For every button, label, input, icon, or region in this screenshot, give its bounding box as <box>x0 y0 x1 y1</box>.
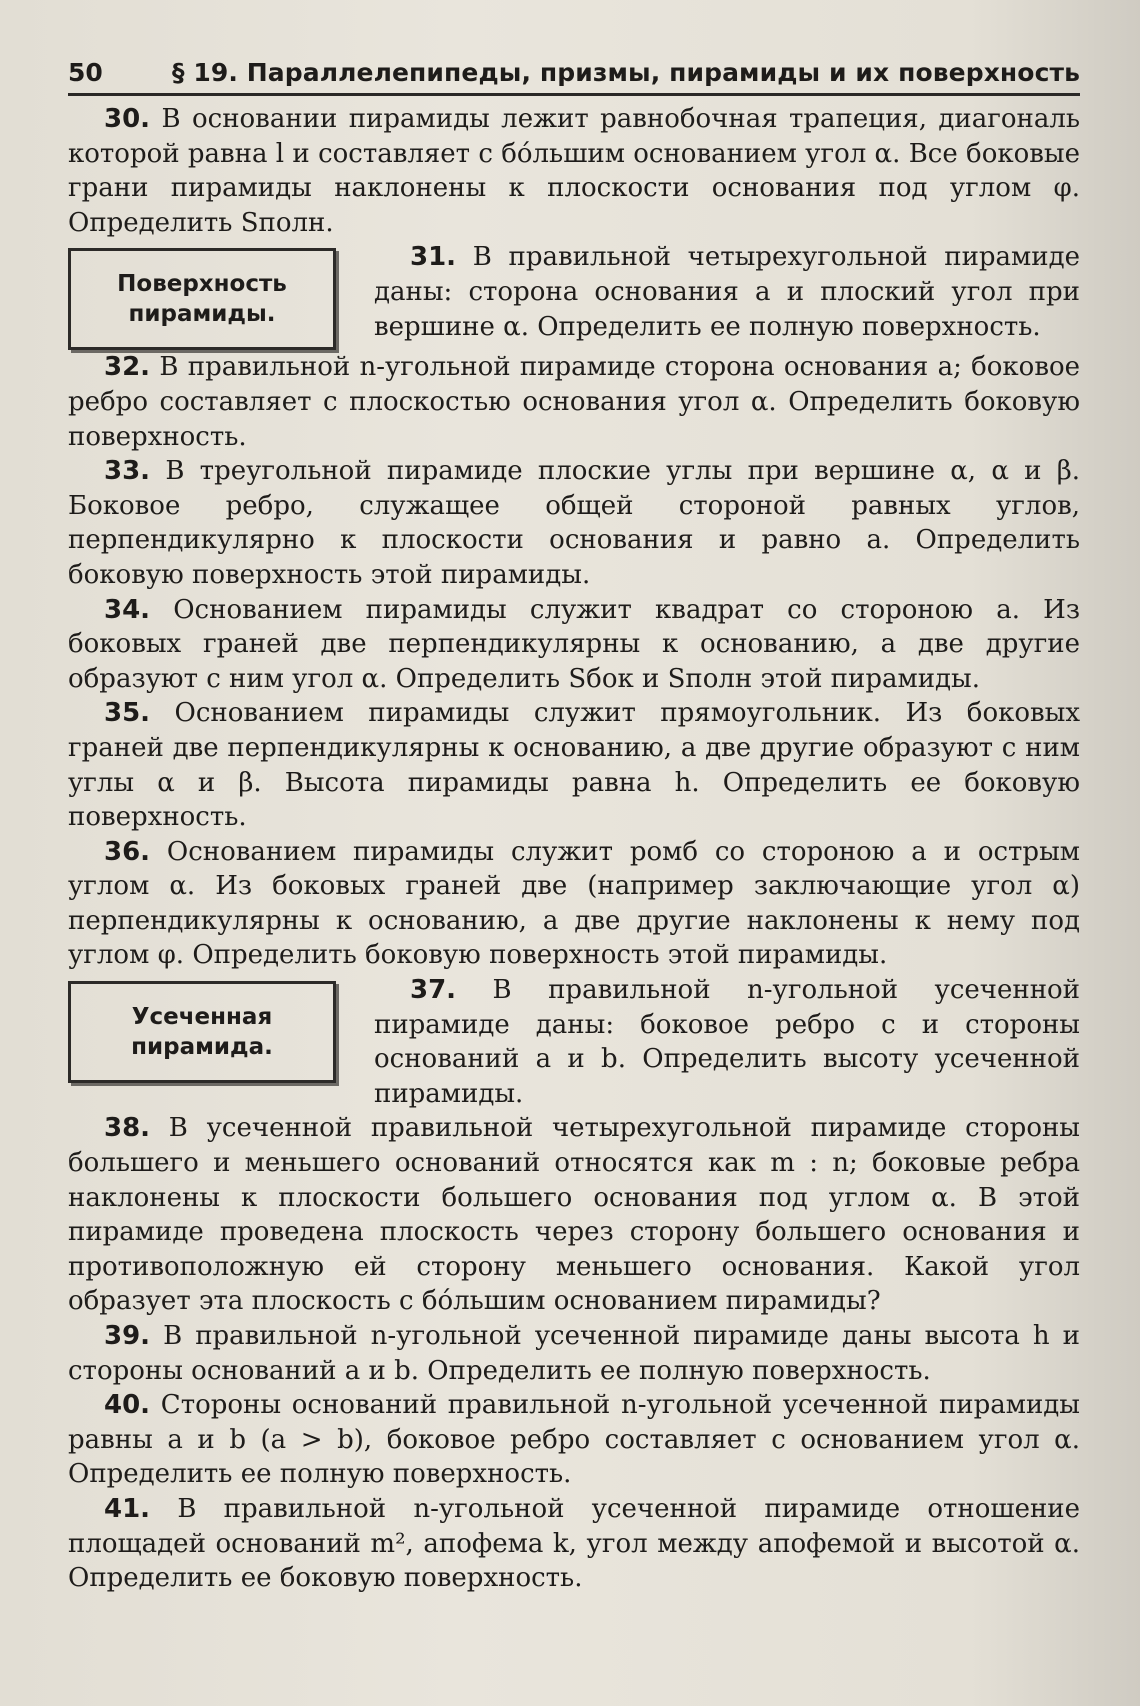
problem-number: 30. <box>104 104 151 134</box>
problem-text: Основанием пирамиды служит квадрат со стороною a. Из боковых граней две перпендикулярны к основанию, а две другие образуют с ним угол α. Определить Sбок и Sполн этой пирамиды. <box>68 594 1080 694</box>
problem-text: В правильной n-угольной усеченной пирамиде отношение площадей оснований m², апофема k, угол между апофемой и высотой α. Определить ее боковую поверхность. <box>68 1493 1080 1594</box>
problem-number: 33. <box>104 456 151 487</box>
problem-text: В правильной n-угольной пирамиде сторона основания a; боковое ребро составляет с плоскостью основания угол α. Определить боковую поверхность. <box>68 352 1081 452</box>
problem-number: 37. <box>410 975 457 1006</box>
problem-text: Основанием пирамиды служит прямоугольник. Из боковых граней две перпендикулярны к основанию, а две другие образуют с ним углы α и β. Высота пирамиды равна h. Определить ее боковую поверхность. <box>68 698 1080 833</box>
problem-number: 34. <box>104 594 151 625</box>
problem-number: 35. <box>104 698 151 729</box>
problem-37 <box>374 973 1080 1111</box>
problem-number: 41. <box>104 1493 151 1524</box>
problem-34 <box>68 593 1080 697</box>
problem-number: 31. <box>410 242 457 273</box>
sidebar-truncated-pyramid: Усеченная пирамида. <box>68 981 336 1083</box>
problem-41 <box>68 1492 1080 1596</box>
problem-text: В правильной n-угольной усеченной пирамиде даны: боковое ребро c и стороны оснований a и b. Определить высоту усеченной пирамиды. <box>374 975 1081 1109</box>
problem-number: 38. <box>104 1113 151 1144</box>
problem-text: В треугольной пирамиде плоские углы при вершине α, α и β. Боковое ребро, служащее общей стороной равных углов, перпендикулярно к плоскости основания и равно a. Определить боковую поверхность этой пирамиды. <box>68 456 1081 590</box>
problem-30 <box>68 102 1080 240</box>
problem-31 <box>374 240 1080 344</box>
problem-38 <box>68 1111 1080 1319</box>
problem-39 <box>68 1319 1080 1388</box>
sidebar-pyramid-surface: Поверхность пирамиды. <box>68 248 336 350</box>
problem-number: 40. <box>104 1390 151 1421</box>
problem-32 <box>68 350 1080 454</box>
problem-text: Основанием пирамиды служит ромб со стороною a и острым углом α. Из боковых граней две (например заключающие угол α) перпендикулярны к основанию, а две другие наклонены к нему под углом φ. Определить боковую поверхность этой пирамиды. <box>68 836 1080 971</box>
problem-33 <box>68 454 1080 592</box>
problem-number: 32. <box>104 352 151 383</box>
problem-text: В правильной четырехугольной пирамиде даны: сторона основания a и плоский угол при вершине α. Определить ее полную поверхность. <box>374 242 1080 342</box>
page-content <box>68 102 1080 1596</box>
problem-text: Стороны оснований правильной n-угольной усеченной пирамиды равны a и b (a > b), боковое ребро составляет с основанием угол α. Определить ее полную поверхность. <box>68 1390 1081 1490</box>
section-title: § 19. Параллелепипеды, призмы, пирамиды и их поверхность <box>171 58 1080 87</box>
problem-36 <box>68 835 1080 973</box>
problem-text: В основании пирамиды лежит равнобочная трапеция, диагональ которой равна l и составляет с бо́льшим основанием угол α. Все боковые грани пирамиды наклонены к плоскости основания под углом φ. Определить Sполн. <box>68 104 1080 238</box>
problem-35 <box>68 696 1080 834</box>
problem-40 <box>68 1388 1080 1492</box>
problem-number: 36. <box>104 836 151 867</box>
problem-text: В усеченной правильной четырехугольной пирамиде стороны большего и меньшего оснований относятся как m : n; боковые ребра наклонены к плоскости большего основания под углом α. В этой пирамиде проведена плоскость через сторону большего основания и противоположную ей сторону меньшего основания. Какой угол образует эта плоскость с бо́льшим основанием пирамиды? <box>68 1113 1081 1317</box>
problem-number: 39. <box>104 1321 151 1351</box>
page-header <box>68 52 1080 96</box>
page-number: 50 <box>68 58 103 87</box>
problem-text: В правильной n-угольной усеченной пирамиде даны высота h и стороны оснований a и b. Определить ее полную поверхность. <box>68 1321 1080 1386</box>
truncated-pyramid-block <box>68 973 1080 1111</box>
pyramid-surface-block <box>68 240 1080 350</box>
